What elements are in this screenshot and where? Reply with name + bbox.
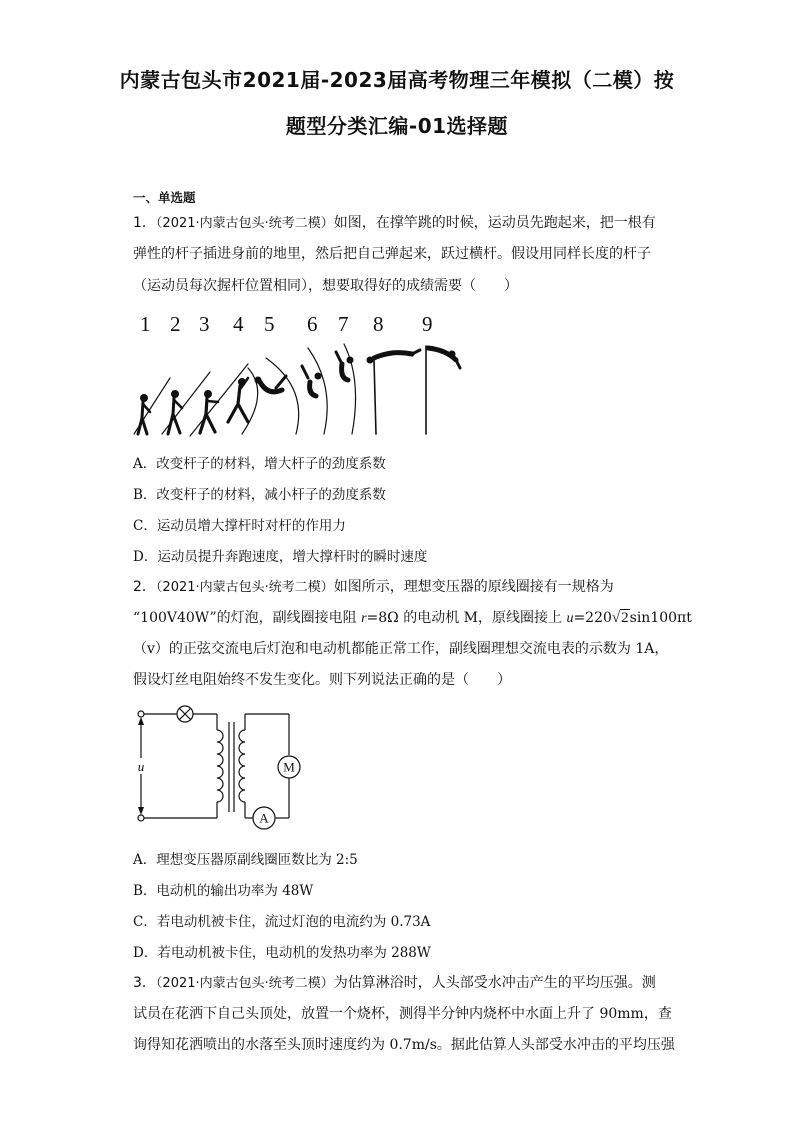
voltage-label: u [137, 759, 145, 774]
sqrt-radicand: 2 [621, 610, 629, 626]
phase-label-1: 1 [140, 312, 151, 336]
question-2-line-4: 假设灯丝电阻始终不发生变化。则下列说法正确的是（ ） [133, 672, 511, 688]
motor-label: M [283, 759, 295, 775]
phase-label-2: 2 [170, 312, 181, 336]
question-2-text: 如图所示，理想变压器的原线圈接有一规格为 [333, 579, 614, 595]
resistance-symbol: r [361, 611, 367, 626]
question-2-line-2 [133, 607, 692, 627]
phase-label-5: 5 [264, 312, 275, 336]
question-1-option-b: B．改变杆子的材料，减小杆子的劲度系数 [133, 487, 386, 503]
question-2-option-d: D．若电动机被卡住，电动机的发热功率为 288W [133, 945, 431, 961]
question-3-line-2: 试员在花洒下自己头顶处，放置一个烧杯，测得半分钟内烧杯中水面上升了 90mm，查 [133, 1006, 672, 1022]
question-1-number: 1． [133, 215, 156, 231]
question-1-line-3: （运动员每次握杆位置相同），想要取得好的成绩需要（ ） [133, 278, 518, 294]
vaulter-phase-1 [134, 378, 170, 434]
question-1-option-d: D．运动员提升奔跑速度，增大撑杆时的瞬时速度 [133, 549, 428, 565]
question-2-number: 2． [133, 579, 156, 595]
lamp-icon [177, 706, 193, 722]
transformer-circuit-figure [132, 700, 302, 835]
sqrt-symbol: √2 [611, 610, 629, 626]
section-heading: 一、单选题 [133, 190, 196, 205]
voltage-function: sin100πt [629, 610, 692, 626]
vaulter-phase-4 [228, 368, 258, 434]
question-2-lamp-spec: “100V40W”的灯泡，副线圈接电阻 [133, 610, 362, 626]
pole-vault-phase-numbers [140, 312, 460, 338]
question-1-line-2: 弹性的杆子插进身前的地里，然后把自己弹起来，跃过横杆。假设用同样长度的杆子 [133, 246, 651, 262]
question-1-option-c: C．运动员增大撑杆时对杆的作用力 [133, 518, 346, 534]
question-2-option-a: A．理想变压器原副线圈匝数比为 2:5 [133, 852, 358, 868]
voltage-amplitude: =220 [573, 610, 612, 626]
question-1-option-a: A．改变杆子的材料，增大杆子的劲度系数 [133, 456, 386, 472]
question-2-motor-spec: =8Ω 的电动机 M，原线圈接上 [366, 610, 567, 626]
phase-label-9: 9 [422, 312, 433, 336]
vaulter-phase-8 [367, 350, 420, 434]
question-1-text: 如图，在撑竿跳的时候，运动员先跑起来，把一根有 [333, 215, 656, 231]
question-2-line-3: （v）的正弦交流电后灯泡和电动机都能正常工作，副线圈理想交流电表的示数为 1A， [133, 641, 669, 657]
input-terminal-top [138, 711, 144, 717]
pole-vault-figure [130, 338, 470, 438]
phase-label-3: 3 [199, 312, 210, 336]
primary-coil [217, 730, 223, 802]
question-3-number: 3． [133, 975, 156, 991]
vaulter-phase-5 [255, 358, 299, 434]
ammeter-label: A [259, 810, 269, 826]
vaulter-phase-6 [302, 348, 327, 434]
vaulter-phase-9 [426, 346, 460, 434]
page-title-line2: 题型分类汇编-01选择题 [285, 114, 509, 138]
phase-label-8: 8 [373, 312, 384, 336]
voltage-symbol: u [566, 611, 574, 626]
input-terminal-bottom [138, 815, 144, 821]
vaulter-phase-7 [336, 344, 356, 434]
question-1-source: （2021·内蒙古包头·统考二模） [155, 216, 334, 231]
question-3-source: （2021·内蒙古包头·统考二模） [155, 976, 334, 991]
question-3-line-1 [133, 972, 656, 992]
arrow-down-icon [138, 807, 144, 815]
phase-label-7: 7 [338, 312, 349, 336]
question-2-option-c: C．若电动机被卡住，流过灯泡的电流约为 0.73A [133, 914, 431, 930]
arrow-up-icon [138, 717, 144, 725]
phase-label-6: 6 [307, 312, 318, 336]
secondary-coil [239, 730, 245, 802]
question-2-line-1 [133, 576, 614, 596]
question-3-line-3: 询得知花洒喷出的水落至头顶时速度约为 0.7m/s。据此估算人头部受水冲击的平均压强 [133, 1037, 675, 1053]
question-3-text: 为估算淋浴时，人头部受水冲击产生的平均压强。测 [333, 975, 656, 991]
question-1-line-1 [133, 212, 656, 232]
question-2-option-b: B．电动机的输出功率为 48W [133, 883, 314, 899]
question-2-source: （2021·内蒙古包头·统考二模） [155, 580, 334, 595]
page-title-line1: 内蒙古包头市2021届-2023届高考物理三年模拟（二模）按 [119, 68, 675, 92]
phase-label-4: 4 [233, 312, 244, 336]
